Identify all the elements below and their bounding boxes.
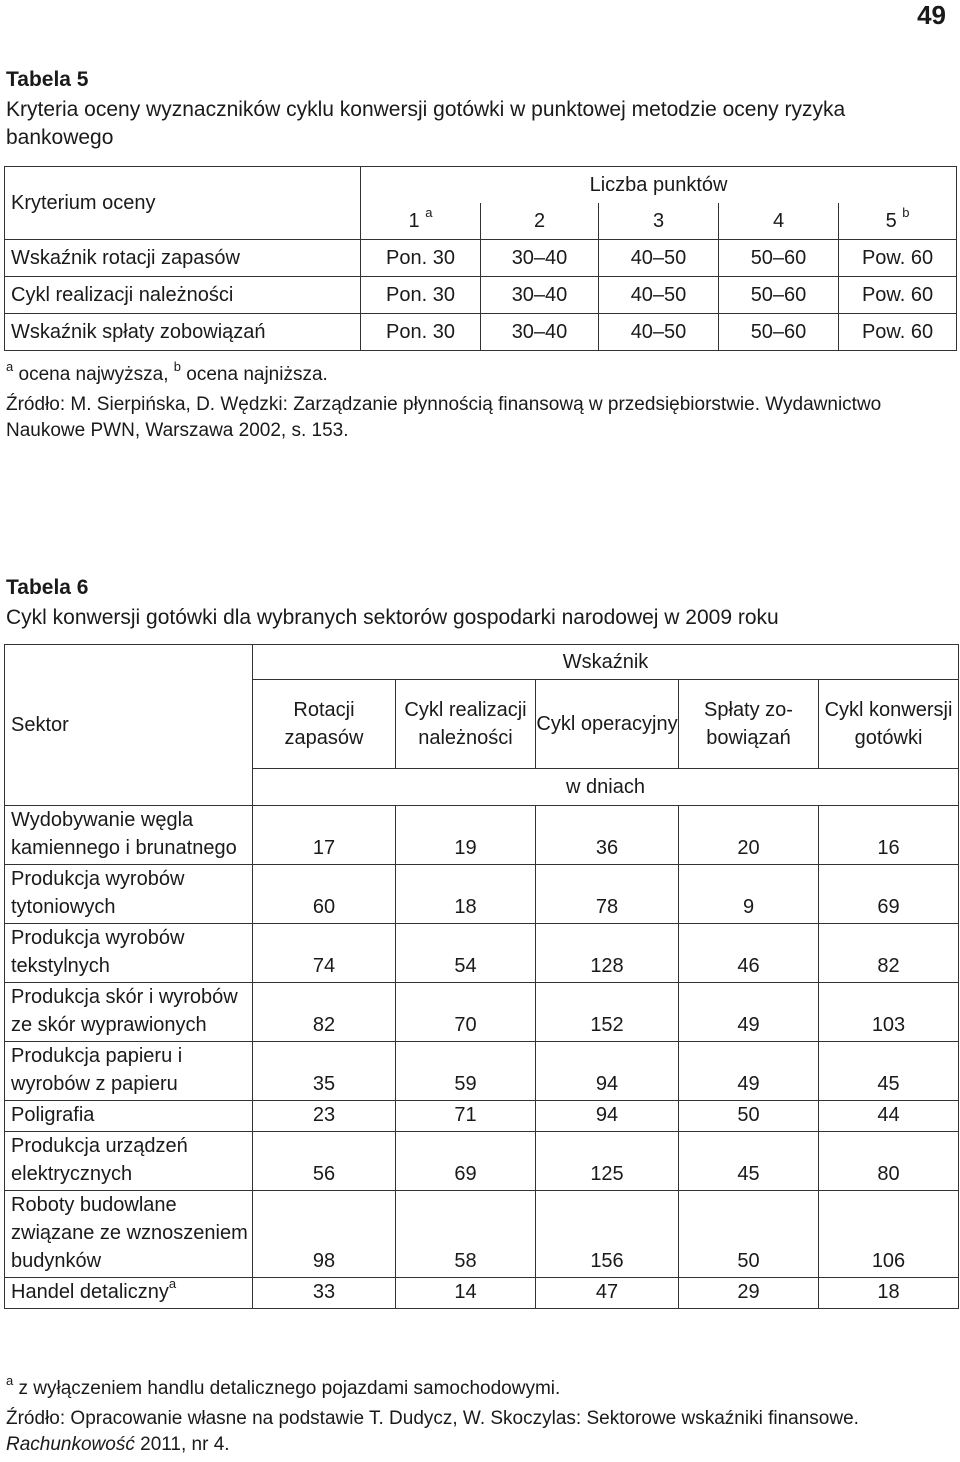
table6-sector: Wydobywanie węgla kamiennego i brunatnego [5,806,253,865]
table6-cell: 20 [679,806,819,865]
table5-row [5,240,957,277]
table5-cell: Pon. 30 [361,277,481,314]
table5-source: Źródło: M. Sierpińska, D. Wędzki: Zarządzanie płynnością finansową w przedsiębiorstwie. Wydawnictwo Naukowe PWN, Warszawa 2002, s. 153. [6,394,882,441]
table6-cell: 128 [536,924,679,983]
table-row [5,865,959,924]
table5-cell: 30–40 [481,314,599,351]
table-row [5,1101,959,1132]
table6-cell: 70 [396,983,536,1042]
table6-cell: 49 [679,1042,819,1101]
table6-caption: Cykl konwersji gotówki dla wybranych sektorów gospodarki narodowej w 2009 roku [6,606,779,629]
table6-sector-header: Sektor [5,645,253,806]
table5-col-2: 2 [481,203,599,240]
table6-cell: 58 [396,1191,536,1278]
table6-cell: 106 [819,1191,959,1278]
table6-cell: 103 [819,983,959,1042]
table6-cell: 54 [396,924,536,983]
table-row [5,1042,959,1101]
table5-row [5,314,957,351]
table6-cell: 69 [396,1132,536,1191]
table5-cell: 50–60 [719,240,839,277]
table6-cell: 74 [253,924,396,983]
table6-sector: Produkcja papieru i wyrobów z papieru [5,1042,253,1101]
table6-cell: 94 [536,1042,679,1101]
table5-criterion-header: Kryterium oceny [5,167,361,240]
table6-cell: 36 [536,806,679,865]
table6-indicator-header: Wskaźnik [253,645,959,680]
table6 [4,644,959,1309]
table6-unit-header: w dniach [253,769,959,806]
table6-cell: 50 [679,1101,819,1132]
table5-row [5,277,957,314]
table5-points-header: Liczba punktów [361,167,957,204]
table6-cell: 16 [819,806,959,865]
table6-cell: 82 [819,924,959,983]
table6-sector: Produkcja wyrobów tytoniowych [5,865,253,924]
table6-col-operating: Cykl operacyjny [536,680,679,769]
table6-sector: Produkcja wyrobów tekstylnych [5,924,253,983]
table6-cell: 80 [819,1132,959,1191]
table5-cell: 40–50 [599,277,719,314]
table6-cell: 125 [536,1132,679,1191]
table5 [4,166,957,351]
table6-cell: 14 [396,1278,536,1309]
table6-cell: 18 [819,1278,959,1309]
table6-source: Źródło: Opracowanie własne na podstawie T. Dudycz, W. Skoczylas: Sektorowe wskaźniki finansowe. Rachunkowość 2011, nr 4. [6,1408,859,1455]
table6-sector: Poligrafia [5,1101,253,1132]
table6-cell: 18 [396,865,536,924]
table6-cell: 29 [679,1278,819,1309]
table6-cell: 94 [536,1101,679,1132]
table6-cell: 33 [253,1278,396,1309]
table-row [5,806,959,865]
table5-col-4: 4 [719,203,839,240]
table5-caption: Kryteria oceny wyznaczników cyklu konwersji gotówki w punktowej metodzie oceny ryzyka bankowego [6,98,846,149]
table5-cell: 40–50 [599,240,719,277]
table5-row-name: Wskaźnik spłaty zobowiązań [5,314,361,351]
table6-cell: 56 [253,1132,396,1191]
table6-cell: 9 [679,865,819,924]
table6-footnote: $^a$ z wyłączeniem handlu detalicznego pojazdami samochodowymi. [6,1372,561,1399]
table6-cell: 44 [819,1101,959,1132]
table5-row-name: Wskaźnik rotacji zapasów [5,240,361,277]
table6-cell: 78 [536,865,679,924]
table6-cell: 50 [679,1191,819,1278]
table-row [5,1278,959,1309]
table6-col-ccc: Cykl konwersji gotówki [819,680,959,769]
table5-label: Tabela 5 [6,68,89,91]
table6-cell: 59 [396,1042,536,1101]
table6-cell: 156 [536,1191,679,1278]
page-number: 49 [917,0,946,30]
table-row [5,1191,959,1278]
table5-cell: Pon. 30 [361,314,481,351]
table5-cell: Pow. 60 [839,314,957,351]
table6-cell: 46 [679,924,819,983]
table6-cell: 71 [396,1101,536,1132]
table5-cell: Pow. 60 [839,240,957,277]
table6-sector: Handel detaliczny$^a$ [5,1278,253,1309]
table6-cell: 98 [253,1191,396,1278]
table5-cell: 50–60 [719,314,839,351]
table5-cell: 30–40 [481,277,599,314]
table5-cell: Pon. 30 [361,240,481,277]
table6-sector: Produkcja urządzeń elektrycznych [5,1132,253,1191]
table5-row-name: Cykl realizacji należności [5,277,361,314]
table6-col-receivables: Cykl realizacji należności [396,680,536,769]
table-row [5,983,959,1042]
table-row [5,924,959,983]
table6-col-inventory: Rotacji zapasów [253,680,396,769]
table6-cell: 82 [253,983,396,1042]
table5-col-3: 3 [599,203,719,240]
table6-col-payables: Spłaty zobowiązań [679,680,819,769]
table5-cell: Pow. 60 [839,277,957,314]
table6-sector: Roboty budowlane związane ze wznoszeniem budynków [5,1191,253,1278]
table6-cell: 47 [536,1278,679,1309]
table5-col-1: 1 $^a$ [361,203,481,240]
table5-footnote: $^a$ ocena najwyższa, $^b$ ocena najniższa. [6,358,328,385]
table5-cell: 30–40 [481,240,599,277]
table6-cell: 45 [679,1132,819,1191]
table5-cell: 40–50 [599,314,719,351]
table6-cell: 49 [679,983,819,1042]
table5-cell: 50–60 [719,277,839,314]
table5-col-5: 5 $^b$ [839,203,957,240]
table6-cell: 60 [253,865,396,924]
table6-cell: 45 [819,1042,959,1101]
table6-cell: 17 [253,806,396,865]
table6-label: Tabela 6 [6,576,89,599]
table6-cell: 23 [253,1101,396,1132]
table6-cell: 152 [536,983,679,1042]
table6-cell: 69 [819,865,959,924]
table6-cell: 35 [253,1042,396,1101]
table6-cell: 19 [396,806,536,865]
table6-sector: Produkcja skór i wyrobów ze skór wyprawionych [5,983,253,1042]
table-row [5,1132,959,1191]
